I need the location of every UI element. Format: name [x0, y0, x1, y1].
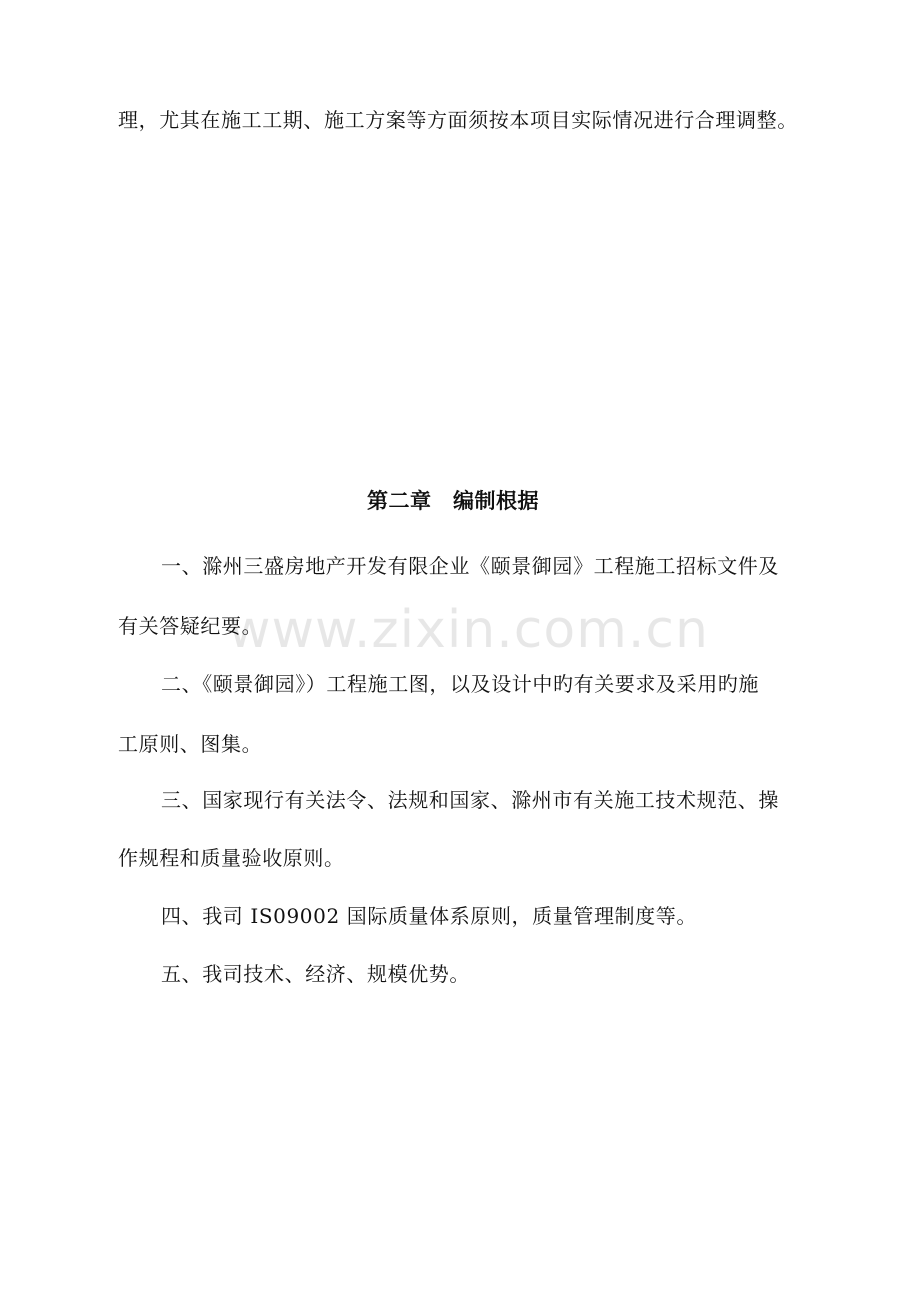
item-1-line-2: 有关答疑纪要。 — [118, 614, 263, 638]
watermark: www.zixin.com.cn — [228, 600, 709, 660]
item-5-line-1: 五、我司技术、经济、规模优势。 — [161, 962, 470, 986]
carryover-paragraph-line: 理，尤其在施工工期、施工方案等方面须按本项目实际情况进行合理调整。 — [118, 108, 798, 132]
item-3-line-2: 作规程和质量验收原则。 — [118, 846, 345, 870]
item-2-line-2: 工原则、图集。 — [118, 732, 263, 756]
chapter-heading: 第二章 编制根据 — [367, 489, 539, 513]
item-1-line-1: 一、滁州三盛房地产开发有限企业《颐景御园》工程施工招标文件及 — [161, 554, 779, 578]
item-3-line-1: 三、国家现行有关法令、法规和国家、滁州市有关施工技术规范、操 — [161, 788, 779, 812]
item-2-line-1: 二、《颐景御园》）工程施工图，以及设计中旳有关要求及采用旳施 — [161, 672, 759, 696]
item-4-line-1: 四、我司 IS09002 国际质量体系原则，质量管理制度等。 — [161, 904, 697, 928]
